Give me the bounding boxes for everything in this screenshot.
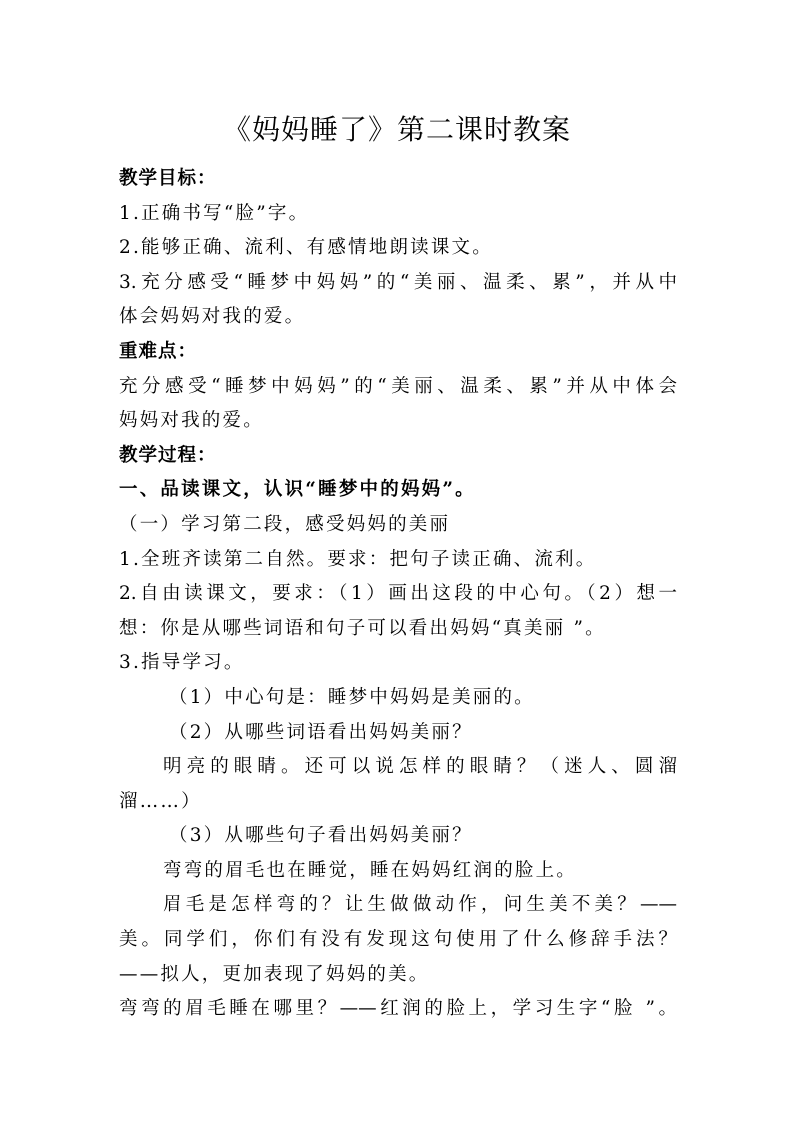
- guide-answer-continuation: 溜……）: [119, 790, 202, 812]
- step-item-continuation: 想：你是从哪些词语和句子可以看出妈妈“真美丽 ”。: [119, 617, 606, 639]
- document-body: [119, 162, 677, 1027]
- guide-question: （2）从哪些词语看出妈妈美丽？: [169, 721, 473, 743]
- objective-item: 3.充分感受“睡梦中妈妈”的“美丽、温柔、累”，并从中: [119, 271, 677, 293]
- guide-question: （3）从哪些句子看出妈妈美丽？: [169, 825, 473, 847]
- guide-answer-continuation: ——拟人，更加表现了妈妈的美。: [119, 963, 430, 985]
- process-heading: 教学过程：: [119, 444, 217, 466]
- step-item: 2.自由读课文，要求：（1）画出这段的中心句。（2）想一: [119, 583, 677, 605]
- guide-question: （1）中心句是：睡梦中妈妈是美丽的。: [169, 686, 535, 708]
- guide-answer: 明亮的眼睛。还可以说怎样的眼睛？（迷人、圆溜: [163, 756, 677, 778]
- objectives-heading: 教学目标：: [119, 168, 217, 189]
- subsection-heading: （一）学习第二段，感受妈妈的美丽: [119, 513, 451, 535]
- guide-answer-continuation: 美。同学们，你们有没有发现这句使用了什么修辞手法？: [119, 929, 677, 951]
- objective-item: 1.正确书写“脸”字。: [119, 202, 310, 224]
- guide-final-line: 弯弯的眉毛睡在哪里？——红润的脸上，学习生字“脸 ”。: [119, 998, 677, 1020]
- guide-sentence: 弯弯的眉毛也在睡觉，睡在妈妈红润的脸上。: [163, 859, 578, 881]
- key-points-text: 充分感受“睡梦中妈妈”的“美丽、温柔、累”并从中体会: [119, 375, 677, 397]
- key-points-text-continuation: 妈妈对我的爱。: [119, 410, 264, 432]
- section-heading: 一、品读课文，认识“睡梦中的妈妈”。: [119, 479, 476, 501]
- guide-answer: 眉毛是怎样弯的？让生做做动作，问生美不美？——: [163, 894, 677, 916]
- document-title: 《妈妈睡了》第二课时教案: [222, 113, 571, 146]
- step-item: 1.全班齐读第二自然。要求：把句子读正确、流利。: [119, 548, 597, 570]
- objective-item: 2.能够正确、流利、有感情地朗读课文。: [119, 237, 493, 259]
- objective-item-continuation: 体会妈妈对我的爱。: [119, 306, 306, 328]
- key-points-heading: 重难点：: [119, 340, 198, 362]
- step-item: 3.指导学习。: [119, 652, 245, 674]
